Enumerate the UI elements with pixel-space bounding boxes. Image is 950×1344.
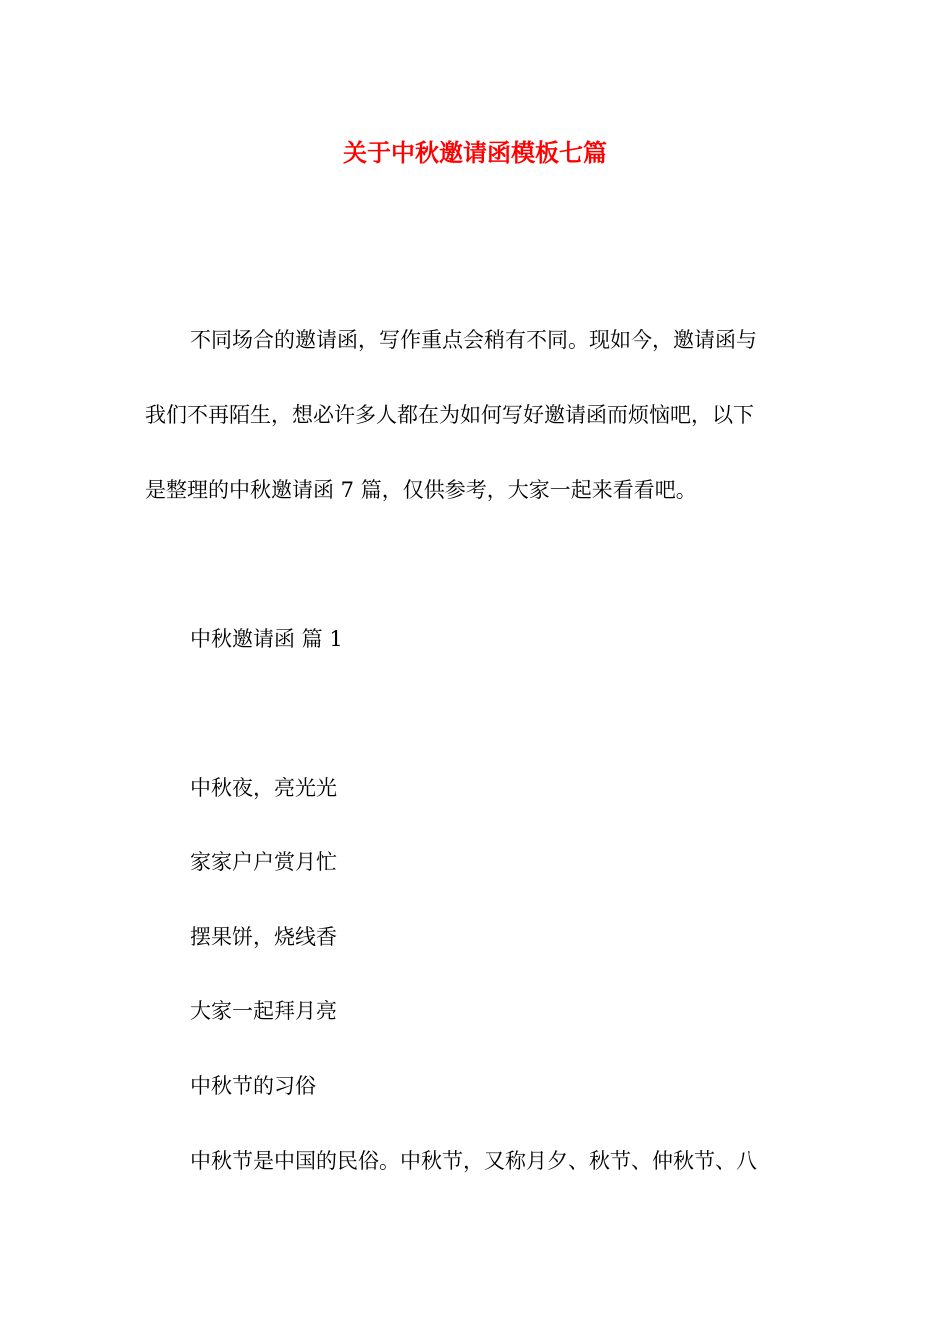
intro-line-2: 我们不再陌生，想必许多人都在为如何写好邀请函而烦恼吧，以下 [145, 403, 754, 427]
poem-line-2: 家家户户赏月忙 [190, 850, 337, 874]
poem-line-3: 摆果饼，烧线香 [190, 925, 337, 949]
intro-line-3: 是整理的中秋邀请函 7 篇，仅供参考，大家一起来看看吧。 [145, 478, 697, 502]
intro-line-1: 不同场合的邀请函，写作重点会稍有不同。现如今，邀请函与 [190, 328, 757, 352]
poem-line-4: 大家一起拜月亮 [190, 999, 337, 1023]
document-title: 关于中秋邀请函模板七篇 [343, 138, 607, 167]
subheading: 中秋节的习俗 [190, 1074, 316, 1098]
poem-line-1: 中秋夜，亮光光 [190, 776, 337, 800]
section-heading: 中秋邀请函 篇 1 [190, 627, 343, 651]
body-line: 中秋节是中国的民俗。中秋节，又称月夕、秋节、仲秋节、八 [190, 1149, 757, 1173]
